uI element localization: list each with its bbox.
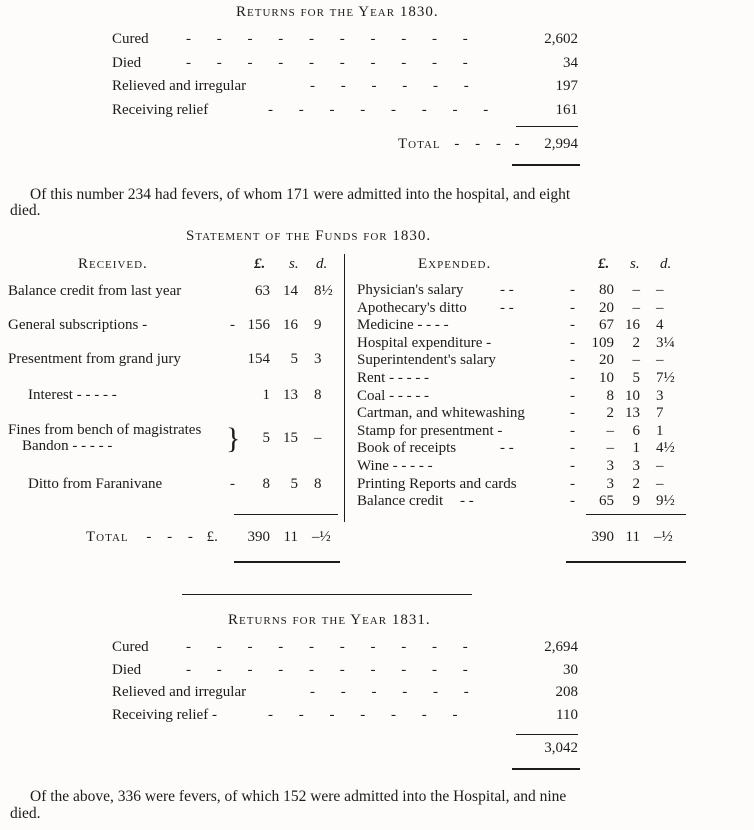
received-total-shillings: 11 (283, 529, 298, 545)
received-pence: – (314, 430, 322, 446)
received-total-double-rule (234, 561, 340, 563)
received-label: Presentment from grand jury (8, 351, 181, 367)
expended-shillings: 2 (632, 334, 640, 351)
expended-shillings: 13 (625, 405, 640, 422)
expended-dash: - (570, 493, 575, 510)
received-total-label: Total (86, 529, 129, 545)
expended-shillings: 16 (625, 317, 640, 334)
received-total-pounds: 390 (247, 529, 270, 545)
returns-1830-title: Returns for the Year 1830. (236, 4, 439, 20)
expended-dash: - (570, 334, 575, 351)
expended-pence: 3 (656, 387, 664, 404)
received-brace: } (226, 422, 241, 455)
expended-dash: - (570, 422, 575, 439)
note-1830-line1: Of this number 234 had fevers, of whom 171 were admitted into the hospital, and eight (30, 186, 571, 203)
returns-1830-rule (516, 126, 578, 127)
expended-label: Cartman, and whitewashing (357, 405, 525, 422)
expended-pence: – (656, 352, 664, 369)
received-header: Received. (78, 256, 148, 272)
expended-leader: - - (500, 299, 514, 316)
received-pence: 9 (314, 317, 322, 333)
expended-pence: – (656, 475, 664, 492)
return-value: 34 (563, 54, 578, 71)
expended-label: Wine - - - - - (357, 458, 433, 474)
received-label: General subscriptions - (8, 317, 148, 333)
received-pence: 8 (314, 476, 322, 492)
expended-pence: 4 (656, 317, 664, 334)
return-leader: - - - - - - (310, 78, 480, 94)
received-pounds: 63 (255, 283, 270, 299)
expended-pence: 7½ (656, 370, 675, 386)
received-total-row (86, 529, 218, 546)
return-value: 2,602 (544, 31, 578, 47)
expended-total-shillings: 11 (625, 529, 640, 545)
expended-dash: - (570, 458, 575, 474)
expended-pounds: 20 (599, 352, 614, 369)
received-pounds: 154 (247, 351, 270, 367)
expended-pounds: 67 (599, 317, 614, 334)
returns-1831-total-value: 3,042 (544, 740, 578, 756)
expended-pounds: 80 (599, 282, 614, 298)
expended-pounds: 65 (599, 493, 614, 510)
expended-dash: - (570, 387, 575, 404)
expended-shillings: 9 (632, 493, 640, 510)
expended-pounds: 2 (606, 405, 614, 422)
return-label: Receiving relief (112, 101, 209, 118)
expended-leader: - - (460, 493, 474, 510)
return-value: 30 (563, 661, 578, 678)
expended-total-double-rule (566, 561, 686, 563)
expended-label: Rent - - - - - (357, 370, 430, 386)
expended-pence: 3¼ (656, 334, 675, 351)
expended-label: Hospital expenditure - (357, 334, 492, 351)
expended-pence: – (656, 299, 664, 316)
expended-dash: - (570, 317, 575, 334)
received-label: Balance credit from last year (8, 283, 182, 299)
received-total-rule (234, 514, 338, 515)
return-leader: - - - - - - (310, 684, 480, 700)
expended-pence: 4½ (656, 440, 675, 457)
expended-pounds: 10 (599, 370, 614, 386)
returns-1830-total-value: 2,994 (544, 136, 578, 152)
received-col-shillings: s. (289, 256, 299, 272)
expended-dash: - (570, 405, 575, 422)
returns-1830-total-label: Total (398, 136, 441, 152)
return-label: Died (112, 54, 142, 71)
expended-label: Book of receipts (357, 440, 457, 457)
return-value: 161 (555, 101, 578, 118)
return-value: 110 (556, 706, 578, 723)
return-leader: - - - - - - - - - - (186, 639, 479, 655)
expended-col-pence: d. (660, 256, 672, 272)
expended-shillings: – (632, 352, 640, 369)
expended-pence: 7 (656, 405, 664, 422)
received-total-leader: - - - (146, 529, 199, 545)
returns-1830-total-row (398, 136, 520, 153)
expended-total-rule (586, 514, 686, 515)
expended-total-pence: –½ (654, 529, 673, 545)
expended-label: Superintendent's salary (357, 352, 496, 369)
received-shillings: 13 (283, 387, 298, 403)
received-pounds: 5 (262, 430, 270, 446)
returns-1830-double-rule (512, 164, 580, 166)
expended-label: Apothecary's ditto (357, 299, 467, 316)
returns-1831-double-rule (512, 768, 580, 770)
return-label: Receiving relief - (112, 706, 217, 723)
received-pounds: 1 (262, 387, 270, 403)
expended-header: Expended. (418, 256, 492, 272)
received-total-pence: –½ (312, 529, 331, 545)
expended-pounds: 3 (606, 475, 614, 492)
funds-vertical-rule (344, 254, 345, 522)
return-leader: - - - - - - - - (268, 101, 500, 118)
return-label: Died (112, 661, 142, 678)
expended-dash: - (570, 370, 575, 386)
received-label: Fines from bench of magistrates (8, 422, 202, 438)
expended-pounds: – (606, 422, 614, 439)
received-label-cont: Bandon - - - - - (22, 438, 113, 454)
expended-leader: - - (500, 282, 514, 298)
return-label: Cured (112, 31, 149, 47)
return-label: Relieved and irregular (112, 684, 247, 700)
return-value: 2,694 (544, 639, 578, 655)
expended-col-pounds: £. (598, 256, 610, 272)
return-label: Cured (112, 639, 149, 655)
expended-shillings: 2 (632, 475, 640, 492)
return-leader: - - - - - - - - - - (186, 31, 479, 47)
return-leader: - - - - - - - - - - (186, 661, 479, 678)
note-1831-line2: died. (10, 805, 41, 822)
returns-1830-total-dash: - (514, 136, 520, 152)
expended-label: Coal - - - - - (357, 387, 430, 404)
expended-total-pounds: 390 (591, 529, 614, 545)
return-leader: - - - - - - - - - - (186, 54, 479, 71)
received-label: Ditto from Faranivane (28, 476, 163, 492)
expended-pence: – (656, 282, 664, 298)
expended-shillings: 1 (632, 440, 640, 457)
expended-pence: 9½ (656, 493, 675, 510)
expended-label: Stamp for presentment - (357, 422, 503, 439)
received-label: Interest - - - - - (28, 387, 117, 403)
expended-dash: - (570, 475, 575, 492)
expended-shillings: 3 (632, 458, 640, 474)
expended-shillings: – (632, 299, 640, 316)
funds-1830-title: Statement of the Funds for 1830. (186, 228, 432, 244)
received-pounds: 156 (247, 317, 270, 333)
received-total-unit: £. (206, 529, 218, 545)
expended-label: Physician's salary (357, 282, 464, 298)
expended-pounds: 109 (591, 334, 614, 351)
expended-col-shillings: s. (630, 256, 640, 272)
received-pence: 3 (314, 351, 322, 367)
return-label: Relieved and irregular (112, 78, 247, 94)
received-pounds: 8 (262, 476, 270, 492)
expended-pence: – (656, 458, 664, 474)
received-col-pounds: £. (254, 256, 266, 272)
expended-label: Medicine - - - - (357, 317, 449, 334)
expended-dash: - (570, 282, 575, 298)
expended-pounds: 3 (606, 458, 614, 474)
expended-dash: - (570, 352, 575, 369)
returns-1830-total-leader: - - - (454, 136, 507, 152)
received-shillings: 15 (283, 430, 298, 446)
expended-label: Printing Reports and cards (357, 475, 517, 492)
returns-1831-rule (516, 734, 578, 735)
expended-label: Balance credit (357, 493, 444, 510)
section-separator (182, 594, 472, 595)
expended-dash: - (570, 440, 575, 457)
received-dash: - (230, 476, 235, 492)
received-pence: 8½ (314, 283, 333, 299)
returns-1831-title: Returns for the Year 1831. (228, 612, 431, 628)
expended-pounds: 8 (606, 387, 614, 404)
return-leader: - - - - - - - (268, 706, 469, 723)
return-value: 208 (555, 684, 578, 700)
received-shillings: 14 (283, 283, 298, 299)
expended-shillings: 6 (632, 422, 640, 439)
expended-shillings: 5 (632, 370, 640, 386)
expended-dash: - (570, 299, 575, 316)
received-shillings: 16 (283, 317, 298, 333)
note-1830-line2: died. (10, 202, 41, 219)
expended-pounds: 20 (599, 299, 614, 316)
received-dash: - (230, 317, 235, 333)
expended-leader: - - (500, 440, 514, 457)
received-shillings: 5 (290, 476, 298, 492)
expended-pence: 1 (656, 422, 664, 439)
note-1831-line1: Of the above, 336 were fevers, of which 152 were admitted into the Hospital, and nine (30, 788, 567, 805)
expended-pounds: – (606, 440, 614, 457)
received-col-pence: d. (316, 256, 328, 272)
received-pence: 8 (314, 387, 322, 403)
return-value: 197 (555, 78, 578, 94)
expended-shillings: – (632, 282, 640, 298)
received-shillings: 5 (290, 351, 298, 367)
expended-shillings: 10 (625, 387, 640, 404)
